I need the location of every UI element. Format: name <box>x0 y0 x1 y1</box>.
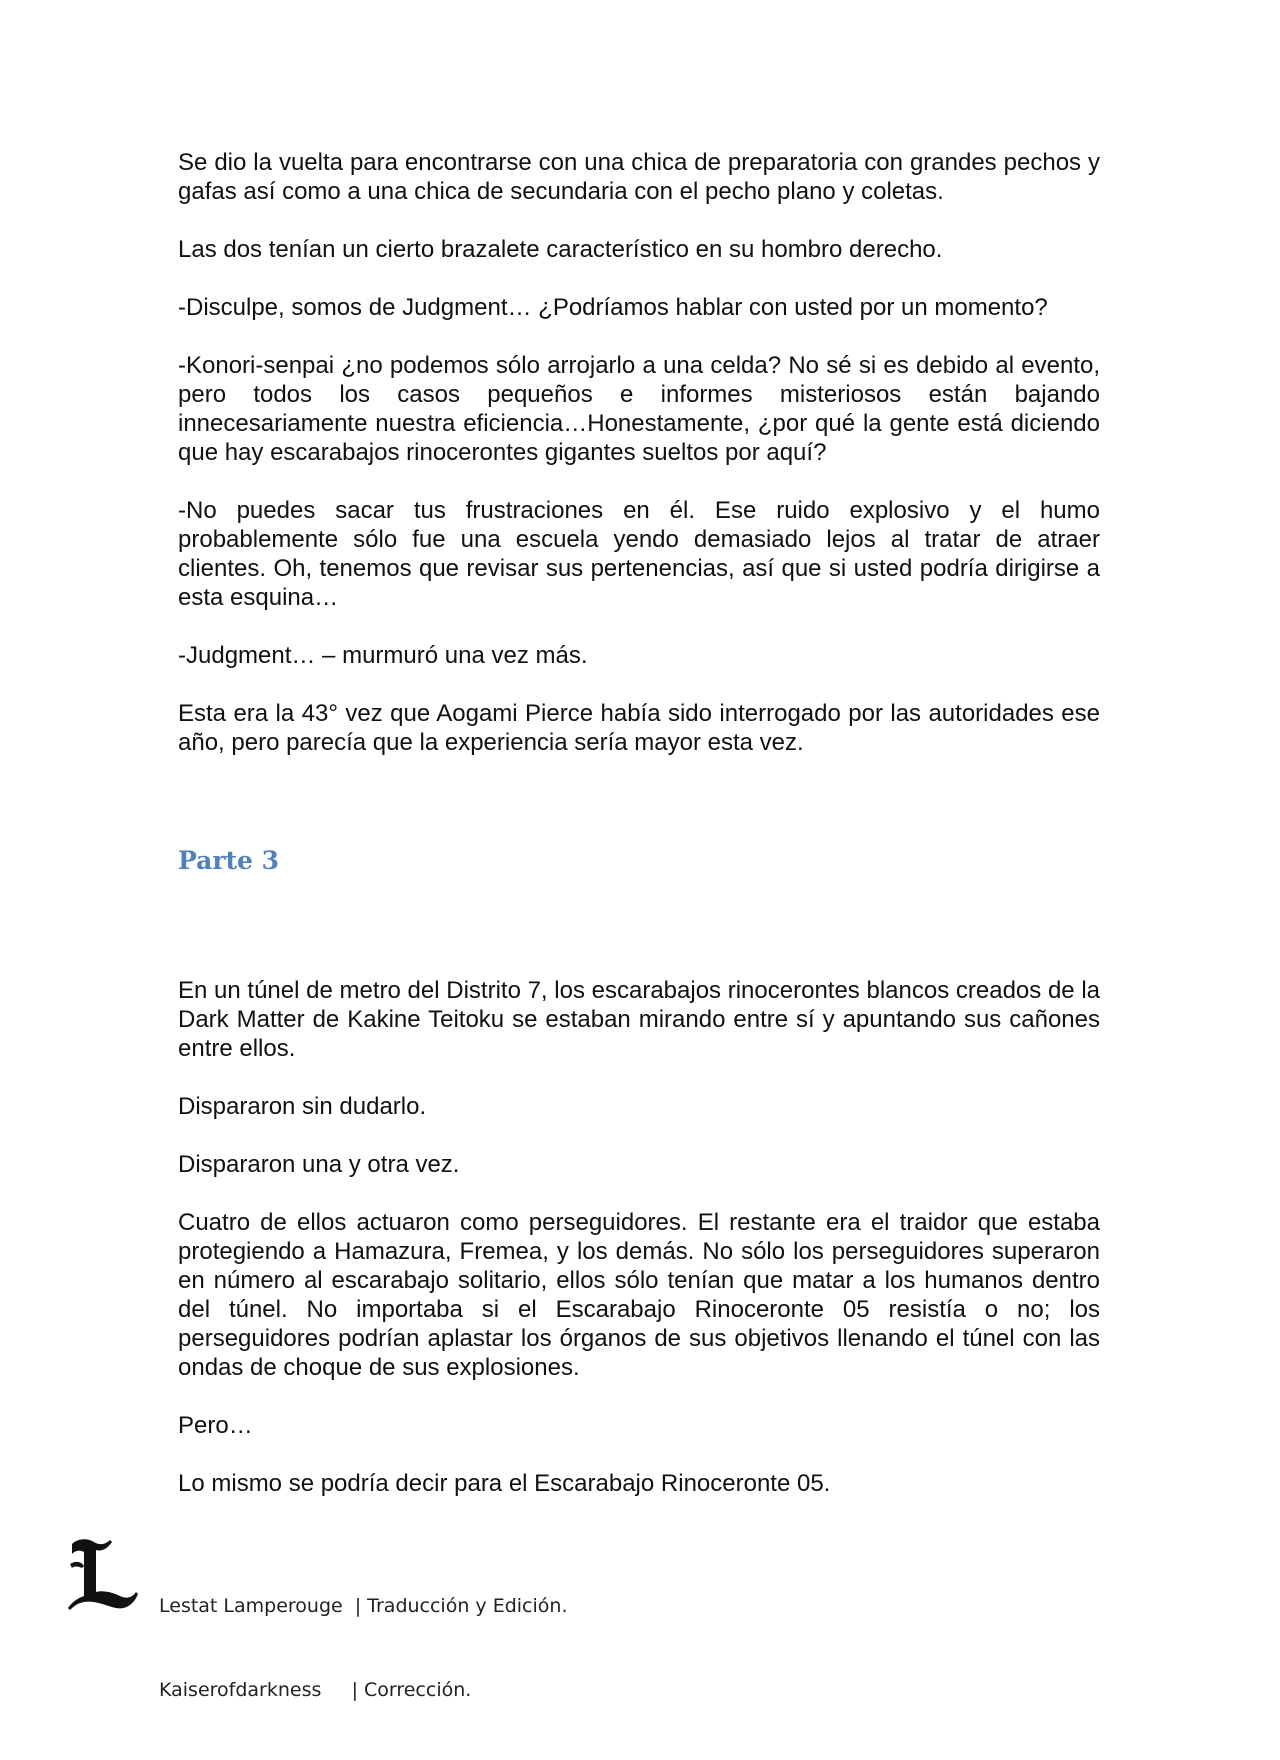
paragraph: Dispararon una y otra vez. <box>178 1151 460 1178</box>
credit-role: Traducción y Edición. <box>367 1595 568 1617</box>
paragraph: Pero… <box>178 1412 253 1439</box>
credit-separator: | <box>354 1595 362 1617</box>
paragraph: Las dos tenían un cierto brazalete característico en su hombro derecho. <box>178 236 943 263</box>
paragraph: -Disculpe, somos de Judgment… ¿Podríamos hablar con usted por un momento? <box>178 294 1048 321</box>
footer-credits <box>159 1536 567 1760</box>
text-block-top <box>178 148 1100 757</box>
paragraph: -Judgment… – murmuró una vez más. <box>178 642 588 669</box>
credit-line <box>159 1676 567 1704</box>
credit-name: Lestat Lamperouge <box>159 1595 349 1617</box>
credit-separator: | <box>351 1679 358 1701</box>
paragraph: -No puedes sacar tus frustraciones en él. Ese ruido explosivo y el humo probablemente sólo fue una escuela yendo demasiado lejos al tratar de atraer clientes. Oh, tenemos que revisar sus pertenencias, así que si usted podría dirigirse a esta esquina… <box>178 497 1100 611</box>
paragraph: -Konori-senpai ¿no podemos sólo arrojarlo a una celda? No sé si es debido al evento, pero todos los casos pequeños e informes misteriosos están bajando innecesariamente nuestra eficiencia…Honestamente, ¿por qué la gente está diciendo que hay escarabajos rinocerontes gigantes sueltos por aquí? <box>178 352 1100 466</box>
paragraph: Se dio la vuelta para encontrarse con una chica de preparatoria con grandes pechos y gafas así como a una chica de secundaria con el pecho plano y coletas. <box>178 149 1100 205</box>
page-footer <box>66 1534 766 1701</box>
gothic-letter-l-logo-icon <box>66 1534 138 1614</box>
credit-name: Kaiserofdarkness <box>159 1679 346 1701</box>
paragraph: Esta era la 43° vez que Aogami Pierce había sido interrogado por las autoridades ese año, pero parecía que la experiencia sería mayor esta vez. <box>178 700 1100 756</box>
paragraph: En un túnel de metro del Distrito 7, los escarabajos rinocerontes blancos creados de la Dark Matter de Kakine Teitoku se estaban mirando entre sí y apuntando sus cañones entre ellos. <box>178 977 1100 1062</box>
credit-role: Corrección. <box>363 1679 472 1701</box>
paragraph: Dispararon sin dudarlo. <box>178 1093 427 1120</box>
section-heading: Parte 3 <box>178 846 280 875</box>
paragraph: Cuatro de ellos actuaron como perseguidores. El restante era el traidor que estaba protegiendo a Hamazura, Fremea, y los demás. No sólo los perseguidores superaron en número al escarabajo solitario, ellos sólo tenían que matar a los humanos dentro del túnel. No importaba si el Escarabajo Rinoceronte 05 resistía o no; los perseguidores podrían aplastar los órganos de sus objetivos llenando el túnel con las ondas de choque de sus explosiones. <box>178 1209 1100 1381</box>
paragraph: Lo mismo se podría decir para el Escarabajo Rinoceronte 05. <box>178 1470 831 1497</box>
credit-line <box>159 1592 567 1620</box>
text-block-bottom <box>178 976 1100 1498</box>
